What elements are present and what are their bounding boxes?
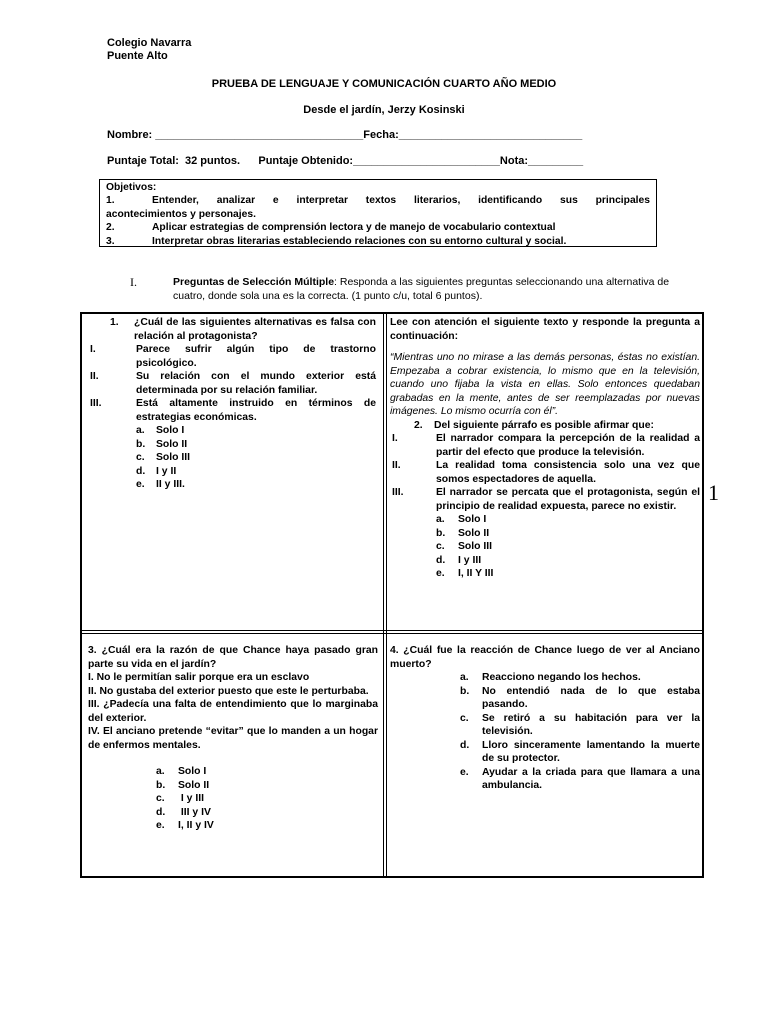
answer-option[interactable]: [156, 779, 378, 793]
score-line: Puntaje Total: 32 puntos. Puntaje Obtenido:________________________Nota:_________: [107, 155, 584, 167]
answer-option[interactable]: [436, 527, 700, 541]
answer-option[interactable]: [136, 451, 376, 465]
answer-option[interactable]: [156, 819, 378, 833]
option-key: e.: [460, 766, 469, 778]
table-divider: [82, 630, 702, 631]
question-text: ¿Cuál de las siguientes alternativas es falsa con relación al protagonista?: [134, 317, 376, 342]
section-description: : Responda a las siguientes preguntas seleccionando una alternativa de cuatro, donde sola una es la correcta. (1 punto c/u, total 6 puntos).: [173, 276, 670, 302]
option-key: c.: [156, 793, 165, 804]
statement-key: II.: [90, 371, 99, 382]
option-key: e.: [156, 820, 165, 831]
option-text: Solo I: [156, 425, 185, 436]
answer-option[interactable]: [136, 424, 376, 438]
school-header: [107, 37, 191, 63]
question-number: 2.: [414, 419, 423, 431]
statement-text: Parece sufrir algún tipo de trastorno psicológico.: [136, 344, 376, 369]
page-number: 1: [708, 480, 719, 505]
question-4-cell: [390, 644, 700, 793]
objective-item: [106, 221, 650, 234]
section-number: I.: [130, 275, 137, 289]
option-key: b.: [156, 779, 166, 791]
option-key: c.: [436, 541, 445, 552]
questions-table: [80, 312, 704, 878]
option-key: c.: [460, 712, 469, 724]
statement: [390, 459, 700, 486]
option-text: Lloro sinceramente lamentando la muerte de su protector.: [482, 739, 700, 764]
answer-options: [390, 513, 700, 581]
option-key: d.: [136, 465, 146, 477]
statement: IV. El anciano pretende “evitar” que lo manden a un hogar de enfermos mentales.: [88, 726, 378, 751]
school-name: Colegio Navarra: [107, 37, 192, 49]
option-text: Solo I: [178, 766, 207, 777]
statement-key: III.: [90, 398, 102, 409]
statement-text: El narrador compara la percepción de la realidad a partir del efecto que produce la televisión.: [436, 433, 700, 458]
option-text: Solo II: [178, 779, 210, 791]
option-text: I y II: [156, 465, 177, 477]
document-title: PRUEBA DE LENGUAJE Y COMUNICACIÓN CUARTO AÑO MEDIO: [211, 78, 557, 90]
statement: [90, 343, 376, 370]
reading-instructions: Lee con atención el siguiente texto y responde la pregunta a continuación:: [390, 317, 700, 342]
question-text: 3. ¿Cuál era la razón de que Chance haya pasado gran parte su vida en el jardín?: [88, 645, 378, 670]
option-key: a.: [136, 425, 145, 436]
option-text: I y III: [458, 554, 482, 566]
answer-option[interactable]: [436, 540, 700, 554]
option-key: a.: [460, 672, 469, 683]
answer-option[interactable]: [460, 766, 700, 793]
option-key: b.: [136, 438, 146, 450]
objective-number: 1.: [106, 195, 115, 207]
option-text: Ayudar a la criada para que llamara a una ambulancia.: [482, 766, 700, 791]
option-text: Reacciono negando los hechos.: [482, 672, 641, 683]
option-key: d.: [156, 806, 166, 818]
objective-item: [106, 235, 650, 248]
statement-key: III.: [392, 487, 404, 498]
table-divider: [82, 633, 702, 634]
objective-continuation: acontecimientos y personajes.: [106, 208, 256, 220]
table-divider: [386, 314, 387, 876]
section-title: Preguntas de Selección Múltiple: [173, 276, 335, 288]
question-3-cell: [88, 644, 378, 833]
document-subtitle: Desde el jardín, Jerzy Kosinski: [303, 104, 465, 116]
option-text: Solo III: [458, 541, 493, 552]
objective-text: Interpretar obras literarias estableciendo relaciones con su entorno cultural y social.: [152, 235, 567, 247]
answer-option[interactable]: [436, 513, 700, 527]
answer-options: [390, 671, 700, 793]
option-key: a.: [156, 766, 165, 777]
answer-option[interactable]: [136, 478, 376, 492]
answer-option[interactable]: [136, 465, 376, 479]
statement-key: II.: [392, 460, 401, 471]
option-text: Solo II: [156, 438, 188, 450]
statement-text: El narrador se percata que el protagonista, según el principio de realidad expuesta, parece no existir.: [436, 487, 700, 512]
option-key: a.: [436, 514, 445, 525]
objective-number: 2.: [106, 222, 115, 234]
answer-options: [88, 765, 378, 833]
name-date-line: Nombre: __________________________________Fecha:______________________________: [107, 129, 583, 141]
answer-option[interactable]: [460, 671, 700, 685]
school-location: Puente Alto: [107, 50, 168, 62]
option-text: Solo II: [458, 527, 490, 539]
statement-text: Está altamente instruido en términos de estrategias económicas.: [136, 398, 376, 423]
question-text: 4. ¿Cuál fue la reacción de Chance luego de ver al Anciano muerto?: [390, 645, 700, 670]
option-key: e.: [436, 568, 445, 579]
answer-option[interactable]: [436, 554, 700, 568]
option-key: b.: [460, 685, 470, 697]
question-1-cell: [90, 316, 376, 492]
statement-key: I.: [90, 344, 96, 355]
answer-options: [90, 424, 376, 492]
statement: [390, 486, 700, 513]
question-2: [390, 419, 700, 433]
option-text: I y III: [178, 793, 204, 804]
answer-option[interactable]: [156, 792, 378, 806]
option-key: d.: [460, 739, 470, 751]
statement-text: Su relación con el mundo exterior está determinada por su relación familiar.: [136, 371, 376, 396]
statement: II. No gustaba del exterior puesto que este le perturbaba.: [88, 685, 369, 697]
answer-option[interactable]: [460, 685, 700, 712]
objectives-heading: Objetivos:: [106, 182, 157, 193]
question-1: [90, 316, 376, 343]
answer-option[interactable]: [436, 567, 700, 581]
objectives-box: [99, 179, 657, 247]
answer-option[interactable]: [460, 739, 700, 766]
statement: [390, 432, 700, 459]
option-key: b.: [436, 527, 446, 539]
objective-text: Aplicar estrategias de comprensión lectora y de manejo de vocabulario contextual: [152, 222, 556, 234]
option-text: No entendió nada de lo que estaba pasando.: [482, 685, 700, 710]
section-instructions: [173, 275, 673, 303]
option-key: e.: [136, 479, 145, 490]
statement-key: I.: [392, 433, 398, 444]
statement: [90, 397, 376, 424]
option-text: Solo III: [156, 452, 191, 463]
statement: I. No le permitían salir porque era un esclavo: [88, 672, 310, 683]
objective-number: 3.: [106, 235, 115, 247]
question-2-cell: [390, 316, 700, 581]
option-text: II y III.: [156, 479, 185, 490]
option-text: I, II y IV: [178, 820, 214, 831]
option-key: c.: [136, 452, 145, 463]
answer-option[interactable]: [136, 438, 376, 452]
answer-option[interactable]: [156, 765, 378, 779]
statement-text: La realidad toma consistencia solo una vez que somos espectadores de aquella.: [436, 460, 700, 485]
reading-passage: “Mientras uno no mirase a las demás personas, éstas no existían. Empezaba a cobrar existencia, lo mismo que en la televisión, cuando uno fijaba la vista en ellas. Solo entonces quedaban grabadas en la mente, antes de ser reemplazadas por nuevas imágenes. Lo mismo ocurría con él”.: [390, 352, 700, 417]
option-text: I, II Y III: [458, 568, 494, 579]
question-number: 1.: [110, 317, 119, 328]
answer-option[interactable]: [460, 712, 700, 739]
question-text: Del siguiente párrafo es posible afirmar que:: [434, 419, 654, 431]
table-divider: [383, 314, 384, 876]
objective-item: [106, 194, 650, 207]
statement: [90, 370, 376, 397]
option-text: Solo I: [458, 514, 487, 525]
option-key: d.: [436, 554, 446, 566]
option-text: Se retiró a su habitación para ver la televisión.: [482, 712, 700, 737]
objective-text: Entender, analizar e interpretar textos literarios, identificando sus principales: [152, 195, 650, 207]
option-text: III y IV: [178, 806, 211, 818]
statement: III. ¿Padecía una falta de entendimiento que lo marginaba del exterior.: [88, 699, 378, 724]
answer-option[interactable]: [156, 806, 378, 820]
